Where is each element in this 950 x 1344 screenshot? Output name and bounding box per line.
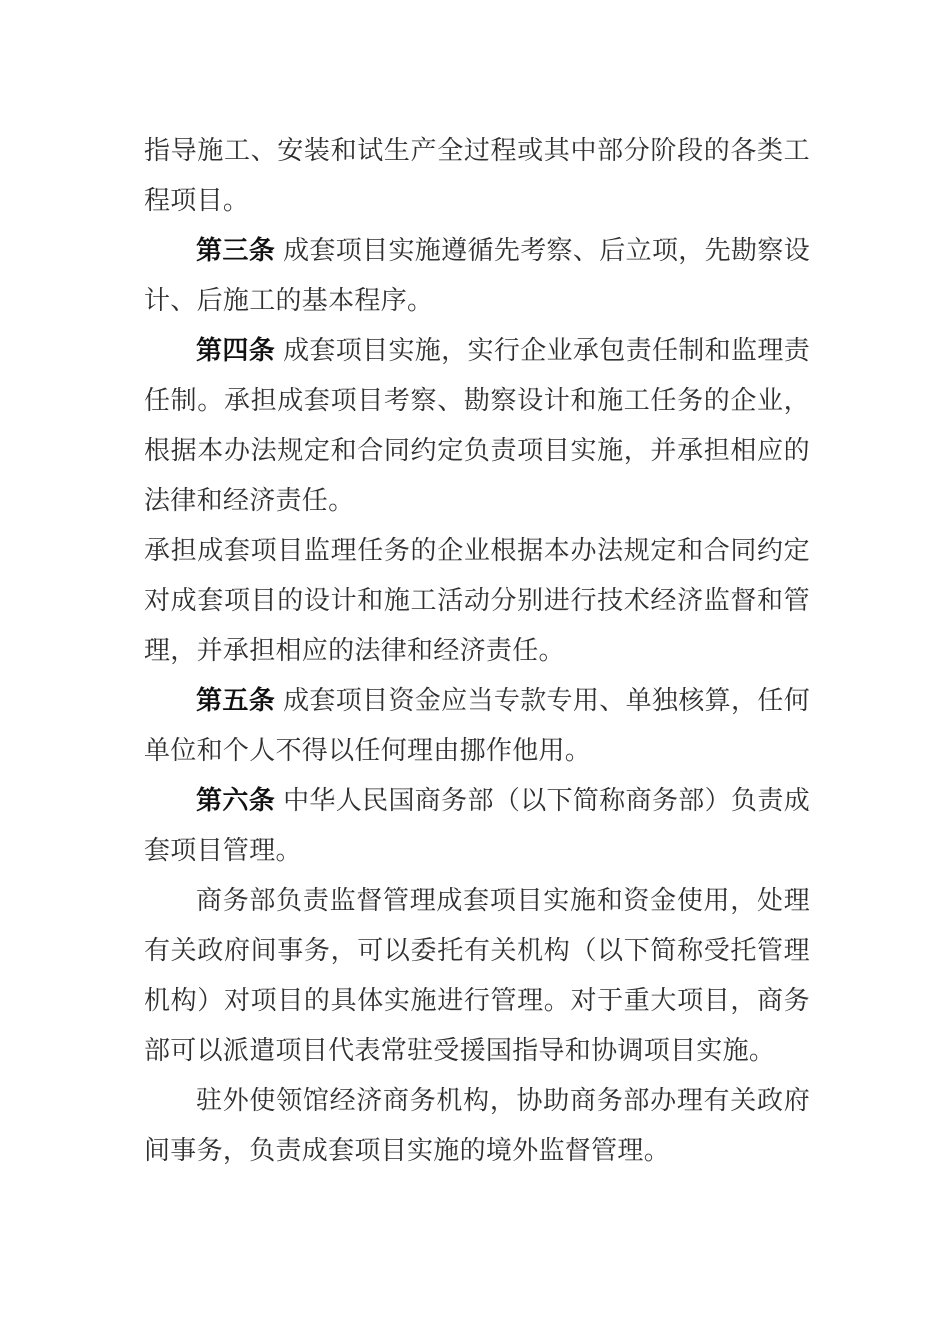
paragraph-text: 成套项目实施遵循先考察、后立项，先勘察设计、后施工的基本程序。 xyxy=(144,236,810,316)
paragraph-text: 指导施工、安装和试生产全过程或其中部分阶段的各类工程项目。 xyxy=(144,136,810,216)
paragraph-article-6 xyxy=(144,776,810,876)
article-number: 第三条 xyxy=(196,236,276,266)
paragraph-continuation xyxy=(144,126,810,226)
paragraph-text: 商务部负责监督管理成套项目实施和资金使用，处理有关政府间事务，可以委托有关机构（以下简称受托管理机构）对项目的具体实施进行管理。对于重大项目，商务部可以派遣项目代表常驻受援国指导和协调项目实施。 xyxy=(144,886,810,1066)
paragraph-article-6-embassy xyxy=(144,1076,810,1176)
paragraph-article-5 xyxy=(144,676,810,776)
paragraph-article-6-mofcom xyxy=(144,876,810,1076)
paragraph-article-3 xyxy=(144,226,810,326)
paragraph-text: 驻外使领馆经济商务机构，协助商务部办理有关政府间事务，负责成套项目实施的境外监督管理。 xyxy=(144,1086,810,1166)
paragraph-text: 承担成套项目监理任务的企业根据本办法规定和合同约定对成套项目的设计和施工活动分别进行技术经济监督和管理，并承担相应的法律和经济责任。 xyxy=(144,536,810,666)
paragraph-article-4 xyxy=(144,326,810,526)
document-body xyxy=(144,126,810,1176)
paragraph-text: 中华人民国商务部（以下简称商务部）负责成套项目管理。 xyxy=(144,786,810,866)
paragraph-text: 成套项目资金应当专款专用、单独核算，任何单位和个人不得以任何理由挪作他用。 xyxy=(144,686,810,766)
article-number: 第六条 xyxy=(196,786,276,816)
article-number: 第五条 xyxy=(196,686,276,716)
paragraph-article-4-supervision xyxy=(144,526,810,676)
paragraph-text: 成套项目实施，实行企业承包责任制和监理责任制。承担成套项目考察、勘察设计和施工任务的企业，根据本办法规定和合同约定负责项目实施，并承担相应的法律和经济责任。 xyxy=(144,336,810,516)
article-number: 第四条 xyxy=(196,336,276,366)
